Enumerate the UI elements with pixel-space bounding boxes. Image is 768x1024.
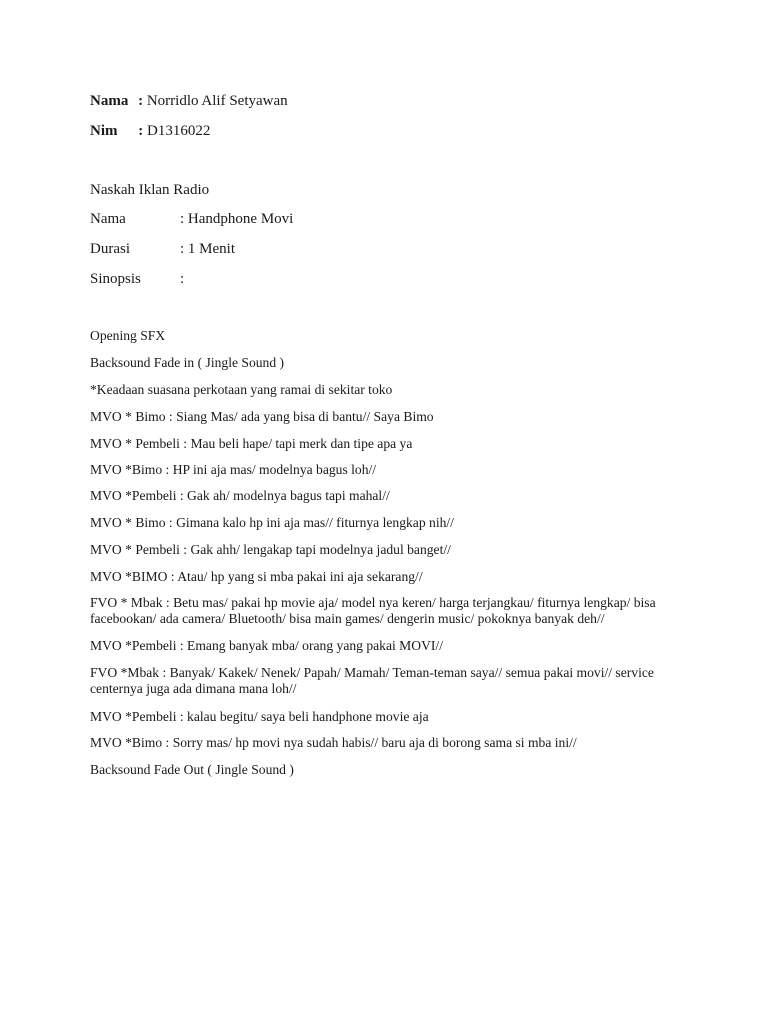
student-name: Norridlo Alif Setyawan: [146, 93, 288, 109]
info-label: Nama: [90, 211, 126, 227]
info-value: : Handphone Movi: [180, 211, 294, 227]
student-name-line: [90, 93, 288, 110]
script-line: Backsound Fade Out ( Jingle Sound ): [90, 762, 294, 777]
script-line: MVO *Pembeli : Gak ah/ modelnya bagus tapi mahal//: [90, 488, 390, 503]
info-label: Sinopsis: [90, 271, 141, 287]
info-value: :: [180, 271, 185, 287]
name-separator: :: [138, 93, 144, 109]
student-id-line: [90, 123, 210, 140]
document-title: Naskah Iklan Radio: [90, 182, 210, 198]
script-line: MVO *Pembeli : kalau begitu/ saya beli handphone movie aja: [90, 709, 429, 724]
info-row-nama: [90, 211, 293, 228]
info-row-durasi: [90, 241, 235, 258]
script-line: MVO *Bimo : Sorry mas/ hp movi nya sudah habis// baru aja di borong sama si mba ini//: [90, 735, 577, 750]
script-line: MVO *Bimo : HP ini aja mas/ modelnya bagus loh//: [90, 462, 377, 477]
script-line: MVO *BIMO : Atau/ hp yang si mba pakai ini aja sekarang//: [90, 569, 423, 584]
script-line: FVO * Mbak : Betu mas/ pakai hp movie aja/ model nya keren/ harga terjangkau/ fiturnya lengkap/ bisa facebookan/ ada camera/ Bluetooth/ bisa main games/ dengerin music/ pokoknya banyak deh//: [90, 595, 656, 626]
script-line: *Keadaan suasana perkotaan yang ramai di sekitar toko: [90, 382, 393, 397]
info-label: Durasi: [90, 241, 130, 257]
script-line: FVO *Mbak : Banyak/ Kakek/ Nenek/ Papah/ Mamah/ Teman-teman saya// semua pakai movi// service centernya juga ada dimana mana loh//: [90, 665, 654, 696]
script-line: Opening SFX: [90, 328, 166, 343]
nim-label: Nim: [90, 123, 118, 139]
script-line: MVO * Pembeli : Gak ahh/ lengakap tapi modelnya jadul banget//: [90, 542, 451, 557]
script-line: MVO * Pembeli : Mau beli hape/ tapi merk dan tipe apa ya: [90, 436, 413, 451]
info-row-sinopsis: [90, 271, 184, 288]
script-line: MVO *Pembeli : Emang banyak mba/ orang yang pakai MOVI//: [90, 638, 443, 653]
name-label: Nama: [90, 93, 129, 109]
script-line: MVO * Bimo : Siang Mas/ ada yang bisa di bantu// Saya Bimo: [90, 409, 434, 424]
nim-separator: :: [138, 123, 144, 139]
info-value: : 1 Menit: [180, 241, 235, 257]
script-line: MVO * Bimo : Gimana kalo hp ini aja mas// fiturnya lengkap nih//: [90, 515, 454, 530]
student-id: D1316022: [147, 123, 211, 139]
script-line: Backsound Fade in ( Jingle Sound ): [90, 355, 285, 370]
